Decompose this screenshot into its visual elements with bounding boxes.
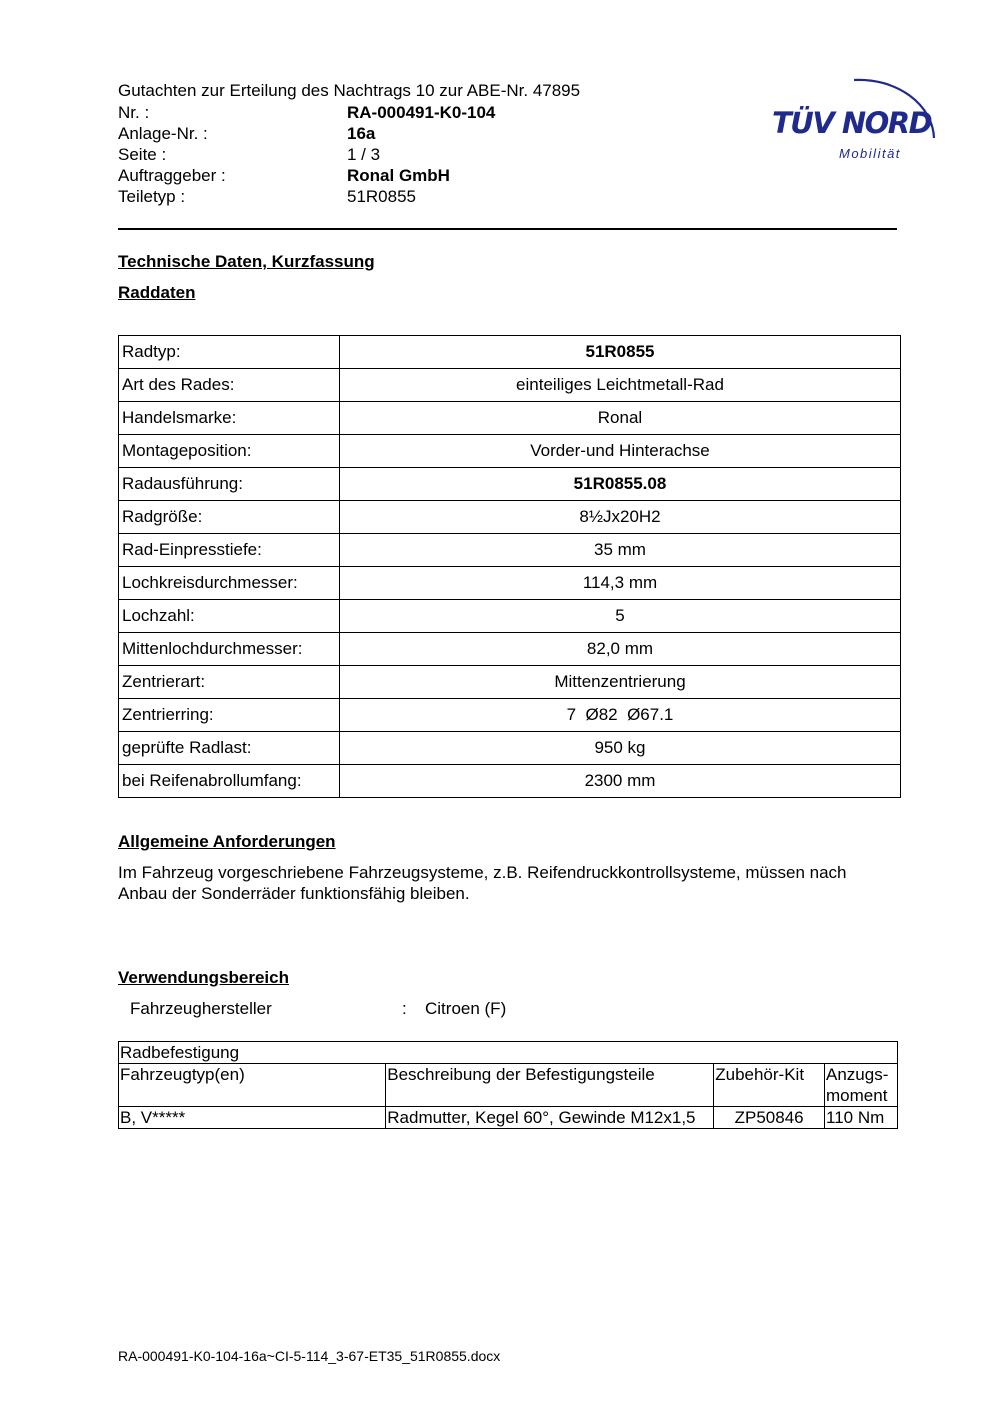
row-value: 7 Ø82 Ø67.1: [340, 699, 901, 732]
footer-filename: RA-000491-K0-104-16a~CI-5-114_3-67-ET35_51R0855.docx: [118, 1348, 501, 1364]
table-title-row: [119, 1042, 898, 1064]
column-header: Anzugs-moment: [825, 1064, 898, 1107]
table-header-row: [119, 1064, 898, 1107]
table-row: [119, 699, 901, 732]
column-header: Beschreibung der Befestigungsteile: [386, 1064, 714, 1107]
radbefestigung-table: [118, 1041, 898, 1129]
row-key: Radtyp:: [119, 336, 340, 369]
row-key: Lochkreisdurchmesser:: [119, 567, 340, 600]
table-cell: 110 Nm: [825, 1107, 898, 1129]
row-value: einteiliges Leichtmetall-Rad: [340, 369, 901, 402]
document-title: Gutachten zur Erteilung des Nachtrags 10 zur ABE-Nr. 47895: [118, 81, 581, 100]
allgemeine-text: Im Fahrzeug vorgeschriebene Fahrzeugsysteme, z.B. Reifendruckkontrollsysteme, müssen nach Anbau der Sonderräder funktionsfähig bleiben.: [118, 863, 847, 903]
table-row: [119, 336, 901, 369]
section-technische-daten: Technische Daten, Kurzfassung: [118, 252, 375, 271]
table-row: [119, 435, 901, 468]
meta-label: Teiletyp :: [118, 187, 186, 206]
column-header: Zubehör-Kit: [714, 1064, 825, 1107]
table-cell: ZP50846: [714, 1107, 825, 1129]
meta-label: Anlage-Nr. :: [118, 124, 208, 143]
section-allgemeine-anforderungen: Allgemeine Anforderungen: [118, 832, 336, 851]
row-value: 82,0 mm: [340, 633, 901, 666]
row-value: 950 kg: [340, 732, 901, 765]
meta-value: RA-000491-K0-104: [347, 103, 496, 122]
table-row: [119, 567, 901, 600]
table-row: [119, 534, 901, 567]
meta-label: Auftraggeber :: [118, 166, 226, 185]
table-cell: Radmutter, Kegel 60°, Gewinde M12x1,5: [386, 1107, 714, 1129]
row-key: Zentrierring:: [119, 699, 340, 732]
logo-brand: TÜV NORD: [772, 106, 932, 140]
hersteller-label: Fahrzeughersteller: [130, 999, 272, 1018]
table-row: [119, 732, 901, 765]
hersteller-value: Citroen (F): [425, 999, 507, 1018]
table-row: [119, 1107, 898, 1129]
meta-label: Seite :: [118, 145, 167, 164]
meta-value: 16a: [347, 124, 376, 143]
logo-subtitle: Mobilität: [839, 146, 901, 161]
row-key: Art des Rades:: [119, 369, 340, 402]
header-divider: [118, 228, 897, 230]
row-key: bei Reifenabrollumfang:: [119, 765, 340, 798]
row-key: Rad-Einpresstiefe:: [119, 534, 340, 567]
row-key: Radgröße:: [119, 501, 340, 534]
row-key: Handelsmarke:: [119, 402, 340, 435]
table-cell: B, V*****: [119, 1107, 386, 1129]
row-value: 51R0855: [340, 336, 901, 369]
row-value: 35 mm: [340, 534, 901, 567]
table-row: [119, 468, 901, 501]
row-key: geprüfte Radlast:: [119, 732, 340, 765]
section-verwendungsbereich: Verwendungsbereich: [118, 968, 289, 987]
row-value: Ronal: [340, 402, 901, 435]
column-header: Fahrzeugtyp(en): [119, 1064, 386, 1107]
row-value: 51R0855.08: [340, 468, 901, 501]
row-key: Mittenlochdurchmesser:: [119, 633, 340, 666]
table-row: [119, 765, 901, 798]
meta-label: Nr. :: [118, 103, 150, 122]
hersteller-colon: :: [402, 999, 407, 1018]
table-title: Radbefestigung: [119, 1042, 898, 1064]
meta-value: Ronal GmbH: [347, 166, 450, 185]
row-value: 114,3 mm: [340, 567, 901, 600]
table-row: [119, 666, 901, 699]
meta-value: 1 / 3: [347, 145, 381, 164]
tuev-nord-logo: [768, 58, 948, 168]
row-key: Zentrierart:: [119, 666, 340, 699]
row-value: 5: [340, 600, 901, 633]
meta-value: 51R0855: [347, 187, 417, 206]
table-row: [119, 402, 901, 435]
row-value: Vorder-und Hinterachse: [340, 435, 901, 468]
section-raddaten: Raddaten: [118, 283, 196, 302]
table-row: [119, 600, 901, 633]
row-key: Montageposition:: [119, 435, 340, 468]
table-row: [119, 501, 901, 534]
raddaten-table: [118, 335, 901, 798]
row-value: Mittenzentrierung: [340, 666, 901, 699]
row-value: 8½Jx20H2: [340, 501, 901, 534]
row-key: Lochzahl:: [119, 600, 340, 633]
table-row: [119, 369, 901, 402]
table-row: [119, 633, 901, 666]
row-value: 2300 mm: [340, 765, 901, 798]
row-key: Radausführung:: [119, 468, 340, 501]
